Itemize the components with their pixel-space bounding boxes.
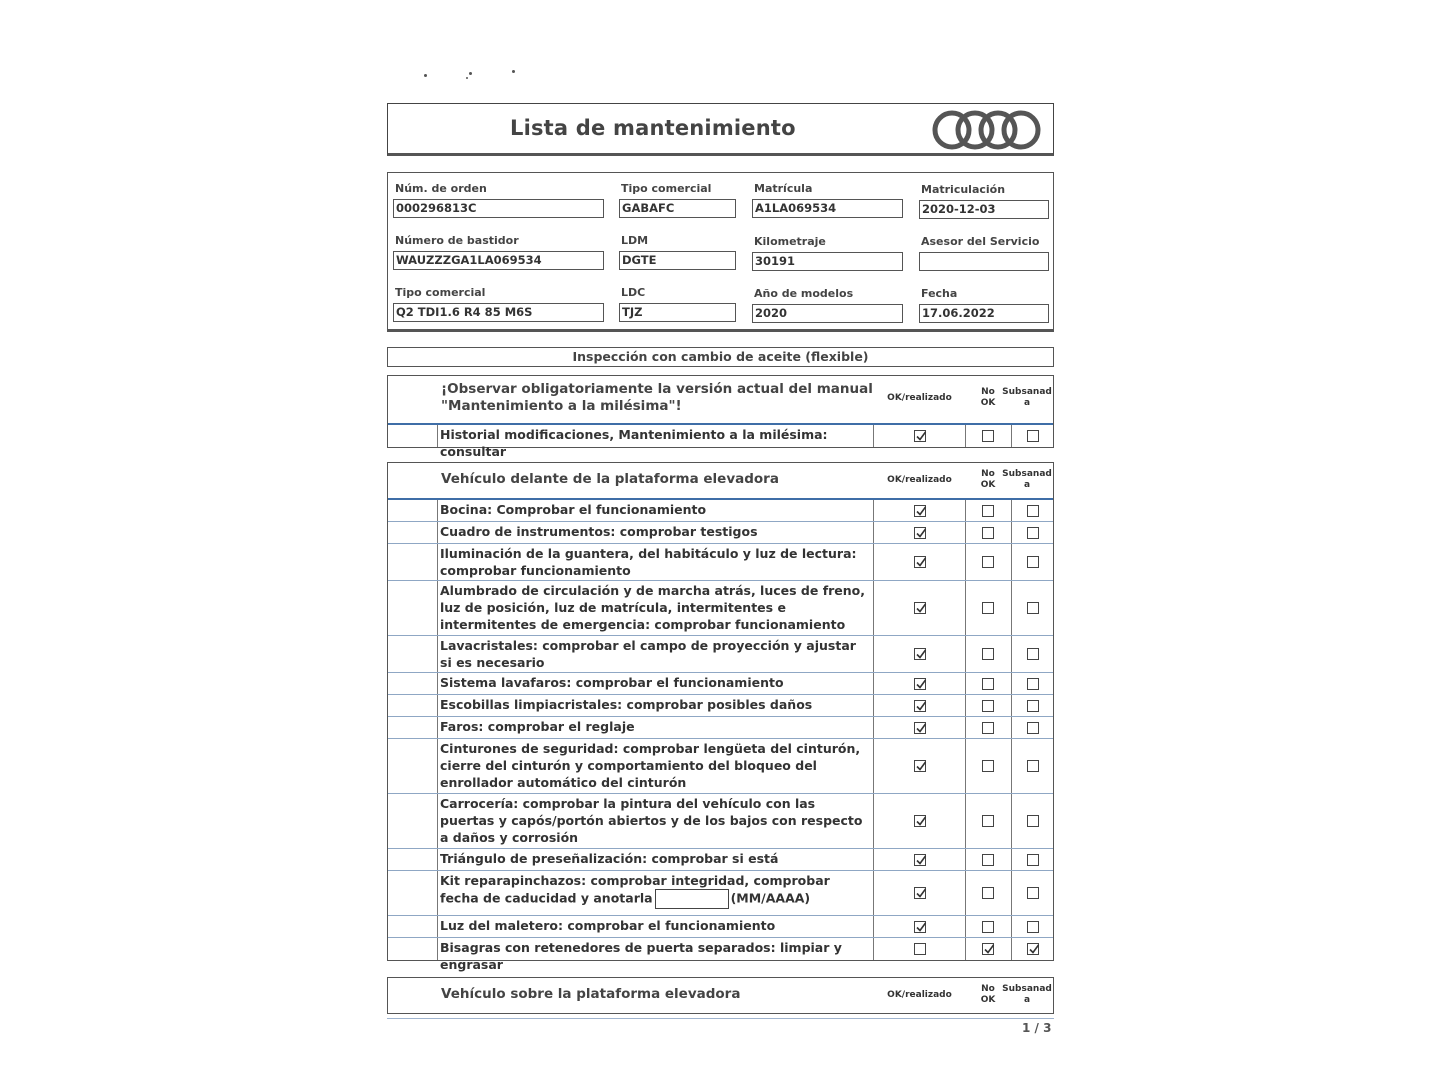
footer-line [387, 1018, 1054, 1019]
audi-rings-icon [931, 108, 1043, 152]
ok-checkbox[interactable] [914, 556, 926, 568]
fixed-cell [1011, 871, 1055, 915]
row-gutter [388, 581, 438, 635]
ok-checkbox[interactable] [914, 602, 926, 614]
not-ok-checkbox[interactable] [982, 602, 994, 614]
not-ok-checkbox[interactable] [982, 678, 994, 690]
check-mark-icon [915, 887, 927, 899]
fixed-checkbox[interactable] [1027, 505, 1039, 517]
ok-checkbox[interactable] [914, 921, 926, 933]
fixed-checkbox[interactable] [1027, 887, 1039, 899]
checklist-row [388, 522, 1053, 544]
model-type-field: Q2 TDI1.6 R4 85 M6S [393, 303, 604, 322]
ok-checkbox[interactable] [914, 722, 926, 734]
commercial-type-field: GABAFC [619, 199, 736, 218]
ok-cell [874, 717, 966, 738]
not-ok-checkbox[interactable] [982, 854, 994, 866]
title-box [387, 103, 1054, 156]
not-ok-cell [965, 500, 1012, 521]
row-gutter [388, 425, 438, 447]
fixed-cell [1011, 636, 1055, 672]
vin-label: Número de bastidor [395, 234, 519, 247]
fixed-checkbox[interactable] [1027, 815, 1039, 827]
check-mark-icon [915, 760, 927, 772]
row-text: Bocina: Comprobar el funcionamiento [438, 500, 874, 521]
fixed-checkbox[interactable] [1027, 556, 1039, 568]
check-mark-icon [915, 527, 927, 539]
fixed-cell [1011, 425, 1055, 447]
check-mark-icon [915, 648, 927, 660]
not-ok-cell [965, 695, 1012, 716]
ldm-label: LDM [621, 234, 649, 247]
row-gutter [388, 916, 438, 937]
ok-cell [874, 581, 966, 635]
fixed-checkbox[interactable] [1027, 760, 1039, 772]
row-gutter [388, 636, 438, 672]
notice-table-header [388, 376, 1053, 425]
ok-cell [874, 522, 966, 543]
fixed-cell [1011, 581, 1055, 635]
col-fixed-header: Subsanad a [1002, 984, 1052, 1005]
fixed-cell [1011, 794, 1055, 848]
not-ok-cell [965, 522, 1012, 543]
fixed-cell [1011, 695, 1055, 716]
check-mark-icon [915, 505, 927, 517]
vehicle-info-box [387, 172, 1054, 332]
fixed-checkbox[interactable] [1027, 648, 1039, 660]
fixed-cell [1011, 544, 1055, 580]
notice-rows [388, 425, 1053, 459]
check-mark-icon [983, 943, 995, 955]
page-title: Lista de mantenimiento [510, 116, 796, 140]
ok-cell [874, 673, 966, 694]
row-text-suffix: (MM/AAAA) [730, 890, 811, 906]
notice-title-line1: ¡Observar obligatoriamente la versión actual del manual [441, 381, 873, 397]
check-mark-icon [915, 678, 927, 690]
ok-checkbox[interactable] [914, 815, 926, 827]
check-mark-icon [915, 815, 927, 827]
registration-field: 2020-12-03 [919, 200, 1049, 219]
row-text [438, 871, 874, 915]
front-rows [388, 500, 1053, 972]
fixed-checkbox[interactable] [1027, 430, 1039, 442]
row-text: Historial modificaciones, Mantenimiento a la milésima: consultar [438, 425, 874, 447]
fixed-checkbox[interactable] [1027, 943, 1039, 955]
date-field: 17.06.2022 [919, 304, 1049, 323]
fixed-cell [1011, 717, 1055, 738]
row-text: Cuadro de instrumentos: comprobar testigos [438, 522, 874, 543]
front-section-title: Vehículo delante de la plataforma elevadora [441, 471, 779, 487]
front-section-table [387, 462, 1054, 972]
model-year-label: Año de modelos [754, 287, 854, 300]
checklist-row [388, 871, 1053, 916]
row-text: Sistema lavafaros: comprobar el funcionamiento [438, 673, 874, 694]
checklist-row [388, 544, 1053, 581]
row-gutter [388, 544, 438, 580]
inspection-type-banner: Inspección con cambio de aceite (flexible) [387, 347, 1054, 367]
checklist-row [388, 636, 1053, 673]
ok-checkbox[interactable] [914, 505, 926, 517]
fixed-checkbox[interactable] [1027, 854, 1039, 866]
ok-cell [874, 938, 966, 960]
col-nok-header: No OK [980, 984, 996, 1005]
check-mark-icon [915, 700, 927, 712]
col-fixed-header: Subsanad a [1002, 387, 1052, 408]
row-gutter [388, 849, 438, 870]
checklist-row [388, 717, 1053, 739]
checklist-row [388, 938, 1053, 972]
check-mark-icon [915, 430, 927, 442]
service-advisor-field [919, 252, 1049, 271]
lift-section-table [387, 977, 1054, 1014]
not-ok-checkbox[interactable] [982, 527, 994, 539]
row-text: Lavacristales: comprobar el campo de proyección y ajustar si es necesario [438, 636, 874, 672]
fixed-cell [1011, 673, 1055, 694]
not-ok-cell [965, 916, 1012, 937]
notice-title-line2: "Mantenimiento a la milésima"! [441, 398, 682, 414]
fixed-cell [1011, 938, 1055, 960]
fixed-cell [1011, 916, 1055, 937]
checklist-row [388, 794, 1053, 849]
plate-field: A1LA069534 [752, 199, 903, 218]
ok-checkbox[interactable] [914, 760, 926, 772]
checklist-row [388, 695, 1053, 717]
model-year-field: 2020 [752, 304, 903, 323]
checklist-row [388, 673, 1053, 695]
date-label: Fecha [921, 287, 958, 300]
checklist-row [388, 849, 1053, 871]
commercial-type-label: Tipo comercial [621, 182, 712, 195]
not-ok-cell [965, 636, 1012, 672]
page-number: 1 / 3 [1022, 1021, 1052, 1035]
fixed-cell [1011, 849, 1055, 870]
not-ok-cell [965, 673, 1012, 694]
col-fixed-header: Subsanad a [1002, 469, 1052, 490]
row-text-part: Kit reparapinchazos: comprobar integridad, comprobar fecha de caducidad y anotarla [440, 873, 830, 906]
service-advisor-label: Asesor del Servicio [921, 235, 1040, 248]
col-ok-header: OK/realizado [887, 990, 952, 1000]
checklist-row [388, 581, 1053, 636]
order-number-label: Núm. de orden [395, 182, 487, 195]
not-ok-cell [965, 717, 1012, 738]
not-ok-cell [965, 425, 1012, 447]
fixed-checkbox[interactable] [1027, 722, 1039, 734]
ok-checkbox[interactable] [914, 887, 926, 899]
lift-section-title: Vehículo sobre la plataforma elevadora [441, 986, 741, 1002]
not-ok-checkbox[interactable] [982, 505, 994, 517]
notice-table [387, 375, 1054, 459]
row-text: Carrocería: comprobar la pintura del vehículo con las puertas y capós/portón abiertos y de los bajos con respecto a daños y corrosión [438, 794, 874, 848]
fixed-checkbox[interactable] [1027, 678, 1039, 690]
col-ok-header: OK/realizado [887, 475, 952, 485]
not-ok-cell [965, 544, 1012, 580]
row-text: Iluminación de la guantera, del habitáculo y luz de lectura: comprobar funcionamiento [438, 544, 874, 580]
fixed-cell [1011, 739, 1055, 793]
row-gutter [388, 871, 438, 915]
ok-checkbox[interactable] [914, 678, 926, 690]
not-ok-cell [965, 794, 1012, 848]
row-text: Escobillas limpiacristales: comprobar posibles daños [438, 695, 874, 716]
checklist-row [388, 739, 1053, 794]
row-gutter [388, 739, 438, 793]
not-ok-cell [965, 739, 1012, 793]
checklist-row [388, 500, 1053, 522]
row-text: Bisagras con retenedores de puerta separados: limpiar y engrasar [438, 938, 874, 960]
not-ok-checkbox[interactable] [982, 815, 994, 827]
ok-cell [874, 695, 966, 716]
fixed-cell [1011, 500, 1055, 521]
ok-checkbox[interactable] [914, 527, 926, 539]
ok-cell [874, 794, 966, 848]
ok-cell [874, 739, 966, 793]
row-text: Luz del maletero: comprobar el funcionamiento [438, 916, 874, 937]
ok-cell [874, 871, 966, 915]
check-mark-icon [915, 602, 927, 614]
not-ok-cell [965, 871, 1012, 915]
expiry-date-input[interactable] [655, 889, 729, 909]
fixed-checkbox[interactable] [1027, 527, 1039, 539]
ok-checkbox[interactable] [914, 430, 926, 442]
row-text: Cinturones de seguridad: comprobar lengüeta del cinturón, cierre del cinturón y comportamiento del bloqueo del enrollador automático del cinturón [438, 739, 874, 793]
not-ok-checkbox[interactable] [982, 722, 994, 734]
check-mark-icon [1028, 943, 1040, 955]
plate-label: Matrícula [754, 182, 813, 195]
row-gutter [388, 717, 438, 738]
fixed-checkbox[interactable] [1027, 700, 1039, 712]
row-gutter [388, 695, 438, 716]
mileage-field: 30191 [752, 252, 903, 271]
row-gutter [388, 500, 438, 521]
fixed-cell [1011, 522, 1055, 543]
col-nok-header: No OK [980, 469, 996, 490]
front-section-header [388, 463, 1053, 500]
not-ok-checkbox[interactable] [982, 760, 994, 772]
model-type-label: Tipo comercial [395, 286, 486, 299]
fixed-checkbox[interactable] [1027, 602, 1039, 614]
checklist-row [388, 916, 1053, 938]
check-mark-icon [915, 921, 927, 933]
not-ok-checkbox[interactable] [982, 887, 994, 899]
col-ok-header: OK/realizado [887, 393, 952, 403]
fixed-checkbox[interactable] [1027, 921, 1039, 933]
row-gutter [388, 794, 438, 848]
not-ok-checkbox[interactable] [982, 430, 994, 442]
not-ok-checkbox[interactable] [982, 921, 994, 933]
not-ok-cell [965, 849, 1012, 870]
checklist-row [388, 425, 1053, 459]
ok-checkbox[interactable] [914, 854, 926, 866]
registration-label: Matriculación [921, 183, 1006, 196]
ldm-field: DGTE [619, 251, 736, 270]
ok-checkbox[interactable] [914, 648, 926, 660]
mileage-label: Kilometraje [754, 235, 826, 248]
ok-checkbox[interactable] [914, 943, 926, 955]
row-gutter [388, 938, 438, 960]
ok-cell [874, 916, 966, 937]
ldc-field: TJZ [619, 303, 736, 322]
ok-cell [874, 500, 966, 521]
order-number-field: 000296813C [393, 199, 604, 218]
ok-cell [874, 544, 966, 580]
not-ok-cell [965, 938, 1012, 960]
check-mark-icon [915, 854, 927, 866]
row-text: Alumbrado de circulación y de marcha atrás, luces de freno, luz de posición, luz de matrícula, intermitentes e intermitentes de emergencia: comprobar funcionamiento [438, 581, 874, 635]
row-gutter [388, 522, 438, 543]
ok-cell [874, 849, 966, 870]
ldc-label: LDC [621, 286, 646, 299]
row-gutter [388, 673, 438, 694]
not-ok-checkbox[interactable] [982, 648, 994, 660]
ok-cell [874, 636, 966, 672]
col-nok-header: No OK [980, 387, 996, 408]
not-ok-checkbox[interactable] [982, 556, 994, 568]
not-ok-checkbox[interactable] [982, 943, 994, 955]
ok-checkbox[interactable] [914, 700, 926, 712]
row-text: Triángulo de preseñalización: comprobar si está [438, 849, 874, 870]
check-mark-icon [915, 722, 927, 734]
not-ok-checkbox[interactable] [982, 700, 994, 712]
check-mark-icon [915, 556, 927, 568]
ok-cell [874, 425, 966, 447]
row-text: Faros: comprobar el reglaje [438, 717, 874, 738]
not-ok-cell [965, 581, 1012, 635]
vin-field: WAUZZZGA1LA069534 [393, 251, 604, 270]
